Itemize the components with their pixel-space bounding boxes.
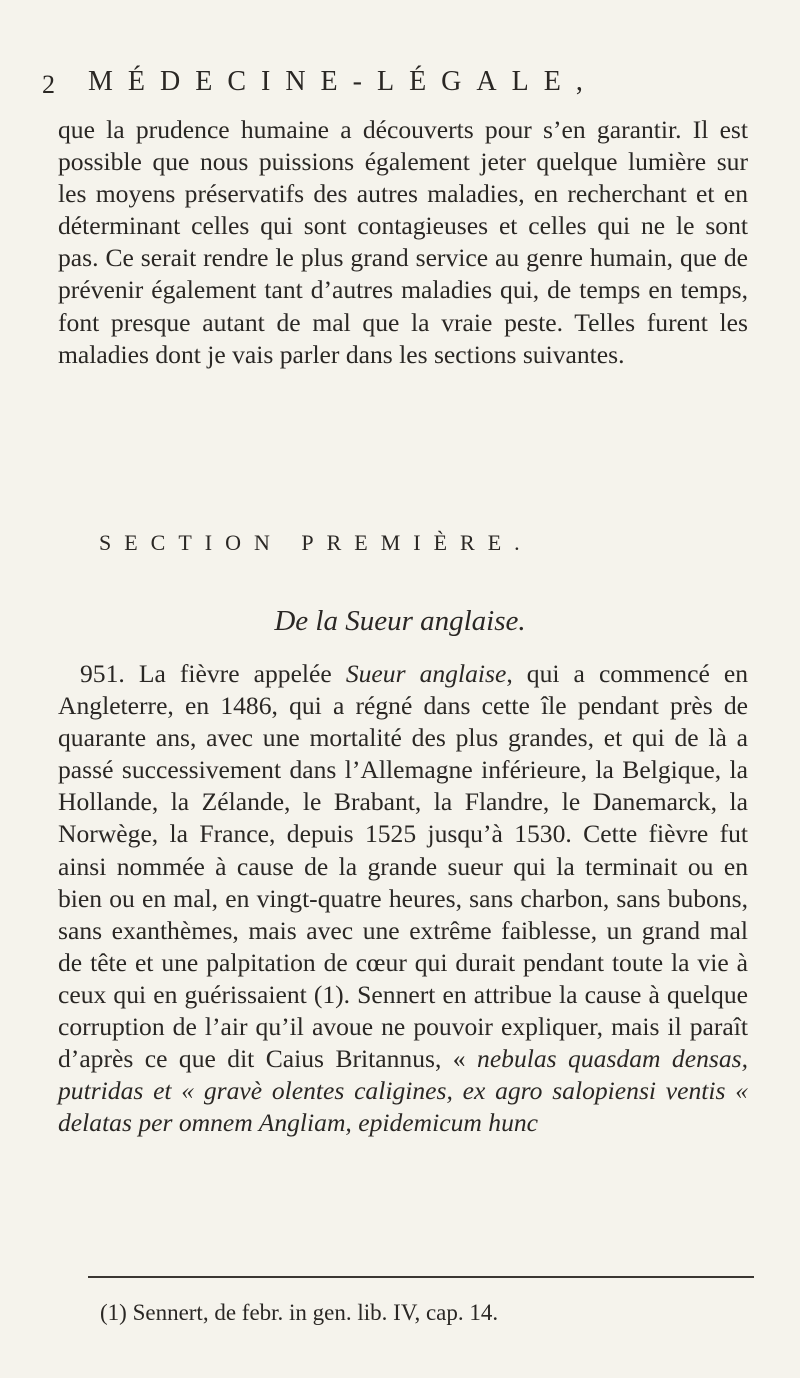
running-head bbox=[42, 66, 742, 106]
section-heading: SECTION PREMIÈRE. bbox=[99, 530, 533, 555]
section-subtitle: De la Sueur anglaise. bbox=[274, 605, 526, 637]
intro-text: que la prudence humaine a découverts pour s’en garantir. Il est possible que nous puissions également jeter quelque lumière sur les moyens préservatifs des autres maladies, en recherchant et en déterminant celles qui sont contagieuses et celles qui ne le sont pas. Ce serait rendre le plus grand service au genre humain, que de prévenir également tant d’autres maladies qui, de temps en temps, font presque autant de mal que la vraie peste. Telles furent les maladies dont je vais parler dans les sections suivantes. bbox=[58, 115, 748, 369]
paragraph-number: 951. bbox=[80, 659, 125, 688]
latin-quote: nebulas quasdam densas, putridas et « gravè olentes caligines, ex agro salopiensi ventis « delatas per omnem Angliam, epidemicum hunc bbox=[58, 1044, 748, 1138]
section-paragraph bbox=[58, 658, 748, 1139]
disease-term: Sueur anglaise bbox=[345, 659, 507, 688]
footnote: (1) Sennert, de febr. in gen. lib. IV, cap. 14. bbox=[100, 1300, 499, 1325]
intro-paragraph bbox=[58, 114, 748, 371]
page-number: 2 bbox=[42, 70, 55, 99]
paragraph-text-a: La fièvre appelée bbox=[124, 659, 346, 688]
footnote-rule bbox=[88, 1276, 754, 1278]
paragraph-text-b: , qui a commencé en Angleterre, en 1486, qui a régné dans cette île pendant près de quarante ans, avec une mortalité des plus grandes, et qui de là a passé successivement dans l’Allemagne inférieure, la Belgique, la Hollande, la Zélande, le Brabant, la Flandre, le Danemarck, la Norwège, la France, depuis 1525 jusqu’à 1530. Cette fièvre fut ainsi nommée à cause de la grande sueur qui la terminait ou en bien ou en mal, en vingt-quatre heures, sans charbon, sans bubons, sans exanthèmes, mais avec une extrême faiblesse, un grand mal de tête et une palpitation de cœur qui durait pendant toute la vie à ceux qui en guérissaient (1). Sennert en attribue la cause à quelque corruption de l’air qu’il avoue ne pouvoir expliquer, mais il paraît d’après ce que dit Caius Britannus, « bbox=[58, 659, 749, 1074]
running-title: MÉDECINE-LÉGALE, bbox=[88, 66, 598, 97]
